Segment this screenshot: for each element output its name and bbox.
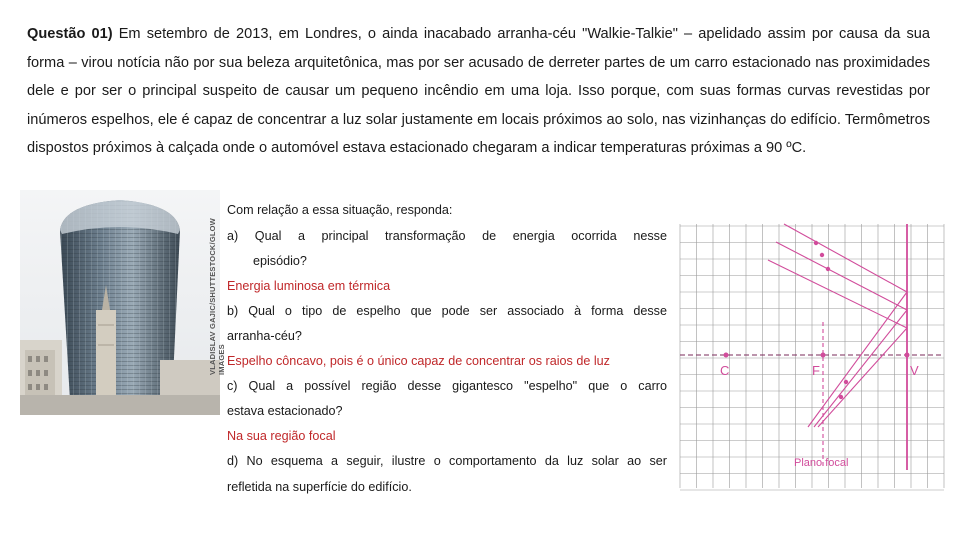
intro-line-1: Em setembro de 2013, em Londres, o ainda inacabado arranha-céu "Walkie-Talkie" – apelidado assim por causa (118, 26, 878, 42)
qa-prompt: Com relação a essa situação, responda: (227, 203, 453, 217)
item-a-question-line-2: episódio? (253, 254, 307, 268)
intro-line-5: nas vizinhanças do edifício. Termômetros dispostos próximos à calçada onde o automóvel estava estacionado chegaram a (27, 111, 930, 156)
diagram-svg (676, 222, 946, 492)
reflected-rays (768, 224, 907, 427)
question-label: Questão 01) (27, 26, 113, 42)
item-b-answer: Espelho côncavo, pois é o único capaz de concentrar os raios de luz (227, 354, 610, 368)
ray-arrow-mark (844, 380, 848, 384)
item-a-question-line-1: a) Qual a principal transformação de energia ocorrida nesse (227, 229, 667, 243)
intro-line-3: nas proximidades dele e por ser o principal suspeito de causar um pequeno incêndio em uma loja. Isso porque, com suas (27, 54, 930, 99)
item-a-answer: Energia luminosa em térmica (227, 279, 391, 293)
ray-arrow-mark (820, 253, 824, 257)
light-ray (814, 310, 907, 427)
intro-line-4: formas curvas revestidas por inúmeros espelhos, ele é capaz de concentrar a luz solar justamente em locais próximos ao solo, (27, 83, 930, 128)
label-c: C (720, 363, 730, 378)
ray-arrow-mark (814, 241, 818, 245)
item-c-answer: Na sua região focal (227, 429, 336, 443)
item-b-question-line-1: b) Qual o tipo de espelho que pode ser associado à forma desse (227, 304, 667, 318)
ray-arrow-mark (826, 267, 830, 271)
point-v (905, 353, 910, 358)
intro-line-2: da sua forma – virou notícia não por sua beleza arquitetônica, mas por ser acusado de derreter partes de um carro estacionado (27, 26, 930, 71)
item-d-question-line-2: refletida na superfície do edifício. (227, 480, 412, 494)
item-d-question-line-1: d) No esquema a seguir, ilustre o comportamento da luz solar ao ser (227, 454, 667, 468)
concave-mirror-diagram (676, 222, 946, 492)
walkie-talkie-building-image (20, 190, 226, 415)
light-ray (784, 224, 907, 292)
label-v: V (910, 363, 919, 378)
light-ray (818, 328, 907, 427)
item-c-question-line-2: estava estacionado? (227, 404, 343, 418)
label-focal-plane: Plano focal (794, 457, 849, 469)
photo-credit: VLADISLAV GAJIC/SHUTTESTOCK/GLOW IMAGES (208, 218, 226, 375)
item-c-question-line-1: c) Qual a possível região desse gigantesco "espelho" que o carro (227, 379, 667, 393)
light-ray (768, 260, 907, 328)
point-f (821, 353, 826, 358)
label-f: F (812, 363, 820, 378)
question-intro (27, 20, 930, 163)
diagram-grid (680, 224, 944, 490)
item-b-question-line-2: arranha-céu? (227, 329, 302, 343)
building-photo (20, 190, 226, 415)
intro-line-6: indicar temperaturas próximas a 90 ºC. (553, 140, 807, 156)
point-c (724, 353, 729, 358)
ray-arrow-mark (839, 395, 843, 399)
